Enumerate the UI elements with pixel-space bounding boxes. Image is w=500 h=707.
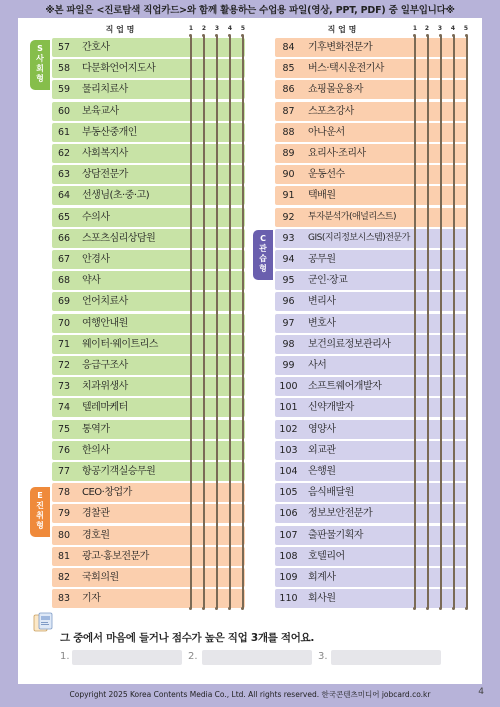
job-name: 출판물기획자 [308, 529, 363, 541]
job-name: 요리사·조리사 [308, 148, 366, 159]
job-number: 109 [279, 572, 298, 583]
tab-conventional-type [253, 230, 273, 280]
tab-letter: 회 [36, 64, 44, 73]
right-header [0, 24, 500, 36]
job-number: 62 [57, 148, 71, 159]
job-name: 텔레마케터 [82, 402, 128, 414]
job-name: 택배원 [308, 190, 336, 202]
job-name: 회사원 [308, 593, 336, 605]
job-number: 67 [57, 254, 71, 265]
job-number: 69 [57, 296, 71, 308]
job-number: 98 [282, 338, 295, 350]
tab-letter: E [37, 491, 43, 500]
left-rating-line-1[interactable] [190, 36, 192, 608]
job-number: 103 [279, 444, 298, 456]
job-name: 여행안내원 [82, 317, 128, 329]
job-number: 100 [279, 381, 298, 393]
job-name: 영양사 [308, 423, 336, 435]
job-name: 경호원 [82, 529, 110, 541]
job-name: 국회의원 [82, 572, 119, 583]
job-name: 은행원 [308, 466, 336, 477]
job-name: 응급구조사 [82, 360, 128, 371]
job-number: 61 [57, 126, 71, 138]
job-number: 68 [57, 275, 71, 287]
right-scale-4: 4 [450, 25, 456, 32]
job-name: 기후변화전문가 [308, 42, 373, 53]
job-number: 59 [57, 84, 71, 96]
job-number: 93 [282, 232, 295, 244]
job-name: 호텔리어 [308, 550, 345, 562]
left-rating-line-3[interactable] [216, 36, 218, 608]
job-name: 스포츠강사 [308, 105, 354, 117]
job-number: 87 [282, 105, 295, 117]
job-name: 간호사 [82, 42, 110, 53]
job-name: 웨이터·웨이트리스 [82, 338, 158, 350]
job-number: 95 [282, 275, 295, 287]
job-name: 변호사 [308, 317, 336, 329]
answer-field-3[interactable] [331, 650, 441, 665]
answer-label-1: 1. [60, 651, 70, 662]
job-name: 변리사 [308, 296, 336, 308]
answer-label-3: 3. [318, 651, 328, 662]
left-rating-line-2[interactable] [203, 36, 205, 608]
job-name: 보육교사 [82, 105, 119, 117]
right-scale-2: 2 [424, 25, 430, 32]
page-number: 4 [478, 687, 484, 697]
job-name: 치과위생사 [82, 381, 128, 393]
job-name: 경찰관 [82, 508, 110, 520]
right-rating-line-2[interactable] [427, 36, 429, 608]
job-number: 86 [282, 84, 295, 96]
job-name: GIS(지리정보시스템)전문가 [308, 232, 410, 243]
left-scale-5: 5 [240, 25, 246, 32]
tab-letter: 습 [259, 254, 267, 263]
job-number: 73 [57, 381, 71, 393]
job-name: 투자분석가(애널리스트) [308, 211, 396, 222]
job-name: 언어치료사 [82, 296, 128, 308]
job-name: 회계사 [308, 572, 336, 583]
tab-enterprising-type [30, 487, 50, 537]
right-rating-line-1[interactable] [414, 36, 416, 608]
job-number: 63 [57, 169, 71, 181]
job-name: 다문화언어지도사 [82, 63, 156, 75]
job-number: 57 [57, 42, 71, 53]
job-name: 버스·택시운전기사 [308, 63, 384, 75]
job-number: 83 [57, 593, 71, 605]
tab-letter: 진 [36, 501, 44, 510]
job-name: 약사 [82, 275, 101, 287]
tab-letter: 형 [259, 264, 267, 273]
right-scale-5: 5 [463, 25, 469, 32]
job-number: 104 [279, 466, 298, 477]
job-name: 광고·홍보전문가 [82, 550, 149, 562]
job-number: 74 [57, 402, 71, 414]
job-number: 88 [282, 126, 295, 138]
tab-letter: 사 [36, 54, 44, 63]
job-name: CEO·창업가 [82, 487, 132, 499]
job-name: 아나운서 [308, 126, 345, 138]
job-number: 79 [57, 508, 71, 520]
job-number: 96 [282, 296, 295, 308]
tab-letter: S [37, 44, 43, 53]
job-name: 선생님(초·중·고) [82, 190, 150, 202]
job-number: 76 [57, 444, 71, 456]
notice-text: ※본 파일은 <진로탐색 직업카드>와 함께 활용하는 수업용 파일(영상, PPT, PDF) 중 일부입니다※ [45, 5, 455, 16]
tab-letter: 형 [36, 521, 44, 530]
job-number: 90 [282, 169, 295, 181]
job-name: 안경사 [82, 254, 110, 265]
left-scale-2: 2 [201, 25, 207, 32]
job-number: 65 [57, 211, 71, 223]
job-name: 운동선수 [308, 169, 345, 181]
job-name: 공무원 [308, 254, 336, 265]
tab-letter: C [260, 234, 266, 243]
job-name: 기자 [82, 593, 101, 605]
job-name: 정보보안전문가 [308, 508, 373, 520]
answer-field-2[interactable] [202, 650, 312, 665]
tab-letter: 관 [259, 244, 267, 253]
left-header-title: 직 업 명 [105, 25, 135, 34]
right-rating-line-3[interactable] [440, 36, 442, 608]
job-name: 소프트웨어개발자 [308, 381, 382, 393]
job-name: 군인·장교 [308, 275, 348, 287]
job-name: 스포츠심리상담원 [82, 232, 156, 244]
job-name: 수의사 [82, 211, 110, 223]
job-number: 94 [282, 254, 295, 265]
right-scale-3: 3 [437, 25, 443, 32]
left-scale-1: 1 [188, 25, 194, 32]
job-number: 89 [282, 148, 295, 159]
job-number: 85 [282, 63, 295, 75]
job-number: 110 [279, 593, 298, 605]
job-name: 사회복지사 [82, 148, 128, 159]
job-name: 사서 [308, 360, 327, 371]
job-name: 보건의료정보관리사 [308, 338, 391, 350]
job-number: 78 [57, 487, 71, 499]
job-number: 82 [57, 572, 71, 583]
job-number: 77 [57, 466, 71, 477]
tab-social-type [30, 40, 50, 90]
left-rating-line-4[interactable] [229, 36, 231, 608]
job-number: 70 [57, 317, 71, 329]
job-name: 한의사 [82, 444, 110, 456]
job-name: 음식배달원 [308, 487, 354, 499]
job-name: 통역가 [82, 423, 110, 435]
copyright-footer: Copyright 2025 Korea Contents Media Co., Ltd. All rights reserved. 한국콘텐츠미디어 jobcard.co.kr [69, 690, 431, 699]
tab-letter: 취 [36, 511, 44, 520]
job-number: 75 [57, 423, 71, 435]
cards-icon [33, 612, 55, 634]
right-rating-line-5[interactable] [466, 36, 468, 608]
right-scale-1: 1 [412, 25, 418, 32]
tab-letter: 형 [36, 74, 44, 83]
job-number: 102 [279, 423, 298, 435]
job-number: 97 [282, 317, 295, 329]
job-number: 91 [282, 190, 295, 202]
job-number: 105 [279, 487, 298, 499]
right-header-title: 직 업 명 [327, 25, 357, 34]
job-number: 72 [57, 360, 71, 371]
job-number: 106 [279, 508, 298, 520]
left-rating-line-5[interactable] [242, 36, 244, 608]
job-name: 상담전문가 [82, 169, 128, 181]
job-number: 71 [57, 338, 71, 350]
left-scale-3: 3 [214, 25, 220, 32]
job-number: 64 [57, 190, 71, 202]
job-number: 60 [57, 105, 71, 117]
job-name: 항공기객실승무원 [82, 466, 156, 477]
job-number: 92 [282, 211, 295, 223]
job-number: 80 [57, 529, 71, 541]
answer-field-1[interactable] [72, 650, 182, 665]
job-number: 81 [57, 550, 71, 562]
question-text: 그 중에서 마음에 들거나 점수가 높은 직업 3개를 적어요. [60, 632, 315, 644]
job-number: 84 [282, 42, 295, 53]
job-number: 101 [279, 402, 298, 414]
job-name: 외교관 [308, 444, 336, 456]
job-name: 쇼핑몰운용자 [308, 84, 363, 96]
right-rating-line-4[interactable] [453, 36, 455, 608]
job-name: 물리치료사 [82, 84, 128, 96]
job-number: 99 [282, 360, 295, 371]
left-scale-4: 4 [227, 25, 233, 32]
job-number: 66 [57, 232, 71, 244]
job-number: 107 [279, 529, 298, 541]
answer-label-2: 2. [188, 651, 198, 662]
job-number: 108 [279, 550, 298, 562]
job-name: 신약개발자 [308, 402, 354, 414]
job-number: 58 [57, 63, 71, 75]
job-name: 부동산중개인 [82, 126, 137, 138]
